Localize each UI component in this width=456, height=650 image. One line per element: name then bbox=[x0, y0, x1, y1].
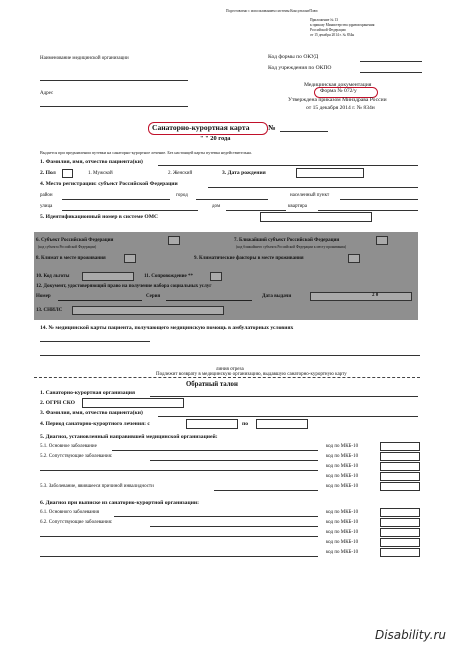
field-14-label: 14. № медицинской карты пациента, получающего медицинскую помощь в амбулаторных условиях bbox=[40, 325, 294, 331]
field-2-label: 2. Пол bbox=[40, 170, 56, 176]
period-to-boxes[interactable] bbox=[256, 419, 308, 429]
field-6-box[interactable] bbox=[168, 236, 180, 245]
doc-series-line[interactable] bbox=[166, 300, 252, 301]
coupon-5-1-label: 5.1. Основное заболевание bbox=[40, 444, 97, 449]
field-12-label: 12. Документ, удостоверяющий право на получение набора социальных услуг bbox=[36, 284, 212, 289]
address-line[interactable] bbox=[40, 106, 188, 107]
mkb-box-5[interactable] bbox=[380, 482, 420, 491]
gender-male: 1. Мужской bbox=[88, 171, 113, 176]
mkb-box-1[interactable] bbox=[380, 442, 420, 451]
org-name-label: Наименование медицинской организации bbox=[40, 56, 129, 61]
field-7-label: 7. Ближайший субъект Российской Федерации bbox=[234, 238, 340, 243]
doc-issue-date-label: Дата выдачи bbox=[262, 294, 292, 299]
mkb-2: код по МКБ-10 bbox=[326, 454, 359, 459]
city-label: город bbox=[176, 193, 188, 198]
field-11-box[interactable] bbox=[210, 272, 222, 281]
mkb-3: код по МКБ-10 bbox=[326, 464, 359, 469]
mkb-box-4[interactable] bbox=[380, 472, 420, 481]
coupon-2-label: 2. ОГРН СКО bbox=[40, 400, 75, 406]
med-doc-label: Медицинская документация bbox=[304, 82, 372, 88]
annex-line-4: от 15 декабря 2014 г. № 834н bbox=[310, 33, 355, 37]
gender-female: 2. Женский bbox=[168, 171, 193, 176]
approved-label: Утверждена приказом Минздрава России bbox=[288, 97, 387, 103]
oms-number-boxes[interactable] bbox=[260, 212, 372, 222]
field-9-box[interactable] bbox=[348, 254, 360, 263]
card-number-line[interactable] bbox=[280, 131, 328, 132]
coupon-6-2-line-2[interactable] bbox=[40, 536, 318, 537]
snils-boxes[interactable] bbox=[72, 306, 224, 315]
coupon-6-label: 6. Диагноз при выписке из санаторно-курортной организации: bbox=[40, 500, 200, 506]
coupon-3-line[interactable] bbox=[158, 416, 418, 417]
period-to-label: по bbox=[242, 421, 249, 427]
coupon-1-line[interactable] bbox=[150, 396, 418, 397]
coupon-5-label: 5. Диагноз, установленный направившей медицинской организацией: bbox=[40, 434, 218, 440]
cut-line bbox=[34, 377, 420, 378]
field-6-sub: (код субъекта Российской Федерации) bbox=[38, 245, 97, 249]
annex-line-1: Приложение № 13 bbox=[310, 18, 339, 22]
settlement-label: населенный пункт bbox=[290, 193, 330, 198]
doc-year-digits: 2 0 bbox=[372, 293, 379, 298]
card-title: Санаторно-курортная карта bbox=[152, 123, 250, 132]
ogrn-boxes[interactable] bbox=[82, 398, 184, 408]
settlement-line[interactable] bbox=[340, 199, 418, 200]
doc-number-label: Номер bbox=[36, 294, 51, 299]
field-1-line[interactable] bbox=[158, 165, 418, 166]
annex-line-3: Российской Федерации bbox=[310, 28, 346, 32]
mkb-box-2[interactable] bbox=[380, 452, 420, 461]
house-label: дом bbox=[212, 204, 221, 209]
mkb-box-6[interactable] bbox=[380, 508, 420, 517]
field-8-box[interactable] bbox=[124, 254, 136, 263]
coupon-4-label: 4. Период санаторно-курортного лечения: с bbox=[40, 421, 150, 427]
mkb-box-9[interactable] bbox=[380, 538, 420, 547]
field-14-line[interactable] bbox=[40, 341, 150, 342]
birth-date-boxes[interactable] bbox=[296, 168, 364, 178]
doc-number-line[interactable] bbox=[58, 300, 142, 301]
okud-label: Код формы по ОКУД bbox=[268, 54, 319, 60]
field-11-label: 11. Сопровождение ** bbox=[144, 274, 194, 279]
card-number-sign: № bbox=[268, 123, 276, 132]
field-9-label: 9. Климатические факторы в месте проживания bbox=[194, 256, 304, 261]
coupon-6-2-label: 6.2. Сопутствующие заболевания: bbox=[40, 520, 113, 525]
mkb-9: код по МКБ-10 bbox=[326, 540, 359, 545]
mkb-10: код по МКБ-10 bbox=[326, 550, 359, 555]
district-line[interactable] bbox=[62, 199, 170, 200]
coupon-1-label: 1. Санаторно-курортная организация bbox=[40, 390, 136, 396]
coupon-3-label: 3. Фамилия, имя, отчество пациента(ки) bbox=[40, 410, 143, 416]
coupon-5-3-line[interactable] bbox=[214, 490, 318, 491]
mkb-6: код по МКБ-10 bbox=[326, 510, 359, 515]
org-name-line[interactable] bbox=[40, 80, 188, 81]
coupon-5-3-label: 5.3. Заболевание, явившееся причиной инвалидности bbox=[40, 484, 154, 489]
field-13-label: 13. СНИЛС bbox=[36, 308, 63, 313]
field-10-box[interactable] bbox=[82, 272, 134, 281]
street-line[interactable] bbox=[62, 210, 198, 211]
house-line[interactable] bbox=[226, 210, 286, 211]
field-7-box[interactable] bbox=[376, 236, 388, 245]
annex-line-2: к приказу Министерства здравоохранения bbox=[310, 23, 375, 27]
coupon-title: Обратный талон bbox=[186, 381, 238, 388]
okpo-line[interactable] bbox=[360, 72, 422, 73]
address-label: Адрес bbox=[40, 91, 54, 96]
approved-date: от 15 декабря 2014 г. № 834н bbox=[306, 105, 375, 111]
apartment-label: квартира bbox=[288, 204, 307, 209]
okud-line[interactable] bbox=[360, 61, 422, 62]
card-date: " " 20 года bbox=[200, 135, 231, 142]
mkb-box-3[interactable] bbox=[380, 462, 420, 471]
field-1-label: 1. Фамилия, имя, отчество пациента(ки) bbox=[40, 159, 143, 165]
doc-series-label: Серия bbox=[146, 294, 161, 299]
coupon-6-1-line[interactable] bbox=[114, 516, 318, 517]
field-7-sub: (код ближайшего субъекта Российской Федерации к месту проживания) bbox=[236, 245, 347, 249]
city-line[interactable] bbox=[196, 199, 268, 200]
field-14-line-2[interactable] bbox=[40, 355, 420, 356]
coupon-6-2-line-3[interactable] bbox=[40, 556, 318, 557]
field-5-label: 5. Идентификационный номер в системе ОМС bbox=[40, 214, 159, 220]
field-10-label: 10. Код льготы bbox=[36, 274, 70, 279]
field-4-label: 4. Место регистрации: субъект Российской Федерации bbox=[40, 181, 178, 187]
apartment-line[interactable] bbox=[318, 210, 418, 211]
mkb-1: код по МКБ-10 bbox=[326, 444, 359, 449]
mkb-4: код по МКБ-10 bbox=[326, 474, 359, 479]
issued-note: Выдается при предъявлении путевки на санаторно-курортное лечение. Без настоящей карты путевка недействительна. bbox=[40, 150, 252, 155]
okpo-label: Код учреждения по ОКПО bbox=[268, 65, 332, 71]
consultant-note: Подготовлено с использованием системы КонсультантПлюс bbox=[226, 9, 319, 13]
field-3-label: 3. Дата рождения bbox=[222, 170, 266, 176]
coupon-6-1-label: 6.1. Основного заболевания bbox=[40, 510, 100, 515]
mkb-8: код по МКБ-10 bbox=[326, 530, 359, 535]
district-label: район bbox=[40, 193, 53, 198]
field-4-line[interactable] bbox=[208, 187, 418, 188]
coupon-5-2-label: 5.2. Сопутствующие заболевания: bbox=[40, 454, 113, 459]
form-number: Форма № 072/у bbox=[320, 88, 357, 94]
coupon-5-2-line[interactable] bbox=[150, 460, 318, 461]
cut-line-label: линия отреза bbox=[216, 367, 244, 372]
period-from-boxes[interactable] bbox=[186, 419, 238, 429]
mkb-box-10[interactable] bbox=[380, 548, 420, 557]
coupon-6-2-line[interactable] bbox=[150, 526, 318, 527]
doc-issue-date-boxes[interactable] bbox=[310, 292, 412, 301]
mkb-7: код по МКБ-10 bbox=[326, 520, 359, 525]
field-6-label: 6. Субъект Российской Федерации bbox=[36, 238, 114, 243]
mkb-box-7[interactable] bbox=[380, 518, 420, 527]
coupon-5-1-line[interactable] bbox=[112, 450, 318, 451]
field-8-label: 8. Климат в месте проживания bbox=[36, 256, 106, 261]
mkb-box-8[interactable] bbox=[380, 528, 420, 537]
watermark: Disability.ru bbox=[374, 628, 446, 642]
gender-box[interactable] bbox=[62, 169, 73, 178]
street-label: улица bbox=[40, 204, 53, 209]
mkb-5: код по МКБ-10 bbox=[326, 484, 359, 489]
coupon-5-2-line-2[interactable] bbox=[40, 470, 318, 471]
return-note: Подлежит возврату в медицинскую организацию, выдавшую санаторно-курортную карту bbox=[156, 372, 347, 377]
